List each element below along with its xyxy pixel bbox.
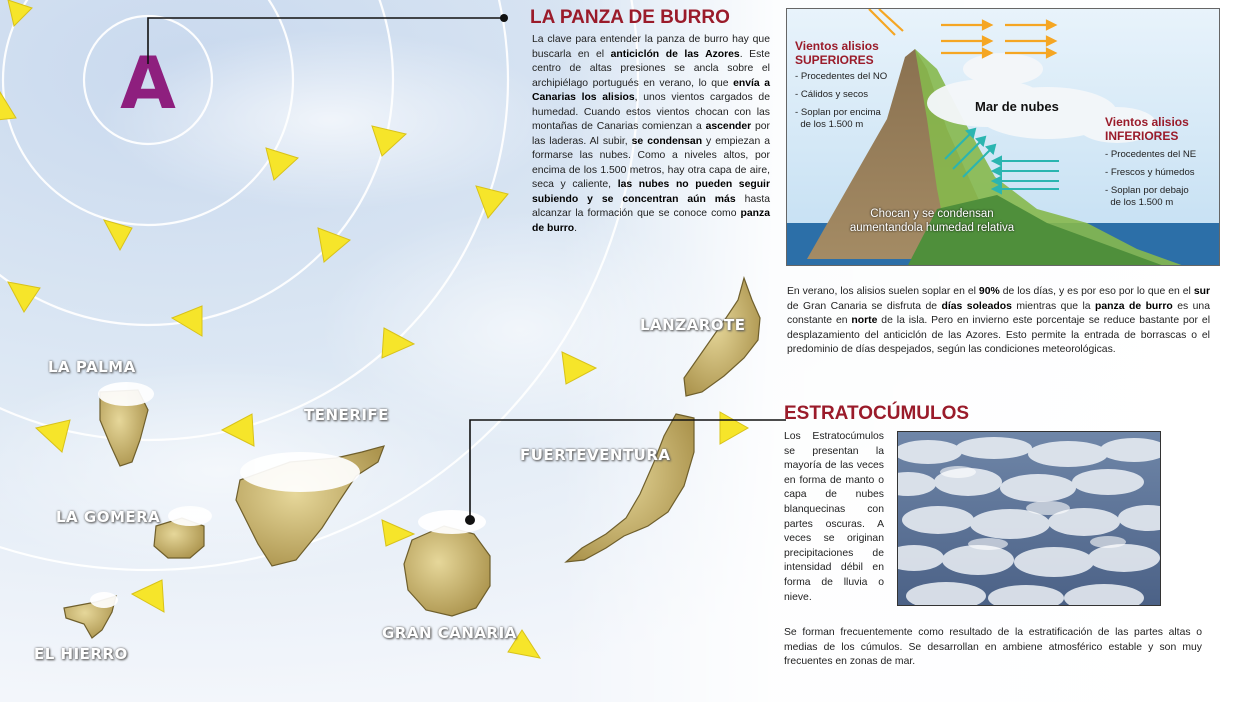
estrato-body: Los Estratocúmulos se presentan la mayoría de las veces en forma de manto o capa de nubes blanquecinas con partes oscuras. A veces se originan precipitaciones de intensidad débil en forma de lluvia o nieve.	[784, 431, 884, 603]
upper-winds-list: - Procedentes del NO - Cálidos y secos - Soplan por encima de los 1.500 m	[795, 71, 888, 130]
lower-winds-list: - Procedentes del NE - Frescos y húmedos - Soplan por debajo de los 1.500 m	[1105, 149, 1197, 208]
estrato-title: ESTRATOCÚMULOS	[784, 403, 970, 424]
summer-paragraph: En verano, los alisios suelen soplar en el 90% de los días, y es por eso por lo que en el sur de Gran Canaria se disfruta de días soleados mientras que la panza de burro es una constante en norte de la isla. Pero en invierno este porcentaje se reduce bastante por el desplazamiento del anticiclón de las Azores. Esto permite la entrada de borrascas o el predominio de días despejados, según las condiciones meteorológicas.	[787, 286, 1211, 355]
stratocumulus-photo	[897, 431, 1161, 606]
label-tenerife: TENERIFE	[304, 406, 389, 424]
label-lanzarote: LANZAROTE	[640, 316, 746, 334]
label-la-palma: LA PALMA	[48, 358, 136, 376]
sea-of-clouds-label: Mar de nubes	[975, 99, 1059, 114]
condensation-caption: Chocan y se condensan aumentandola humedad relativa	[849, 208, 1015, 234]
lower-winds-title: Vientos alisios INFERIORES	[1105, 115, 1189, 143]
trade-winds-cross-section	[786, 8, 1220, 266]
label-la-gomera: LA GOMERA	[56, 508, 161, 526]
panza-title: LA PANZA DE BURRO	[530, 7, 730, 28]
upper-winds-title: Vientos alisios SUPERIORES	[795, 39, 879, 67]
label-gran-canaria: GRAN CANARIA	[382, 624, 517, 642]
label-fuerteventura: FUERTEVENTURA	[520, 446, 671, 464]
estrato-footer: Se forman frecuentemente como resultado de la estratificación de las partes altas o medias de los cúmulos. Se desarrollan en ambiene atmosférico estable y son muy frecuentes en zonas de mar.	[784, 627, 1202, 667]
high-pressure-letter: A	[120, 41, 176, 125]
label-el-hierro: EL HIERRO	[34, 645, 128, 663]
panza-body: La clave para entender la panza de burro hay que buscarla en el anticiclón de las Azores. Este centro de altas presiones se ancla sobre el archipiélago portugués en verano, lo que envía a Canarias los alisios, unos vientos cargados de humedad. Cuando estos vientos chocan con las montañas de Canarias comienzan a ascender por las laderas. Al subir, se condensan y empiezan a formarse las nubes. Como a niveles altos, por encima de los 1.500 metros, hay otra capa de aire, seca y caliente, las nubes no pueden seguir subiendo y se concentran aún más hasta alcanzar la formación que se conoce como panza de burro.	[532, 34, 771, 234]
